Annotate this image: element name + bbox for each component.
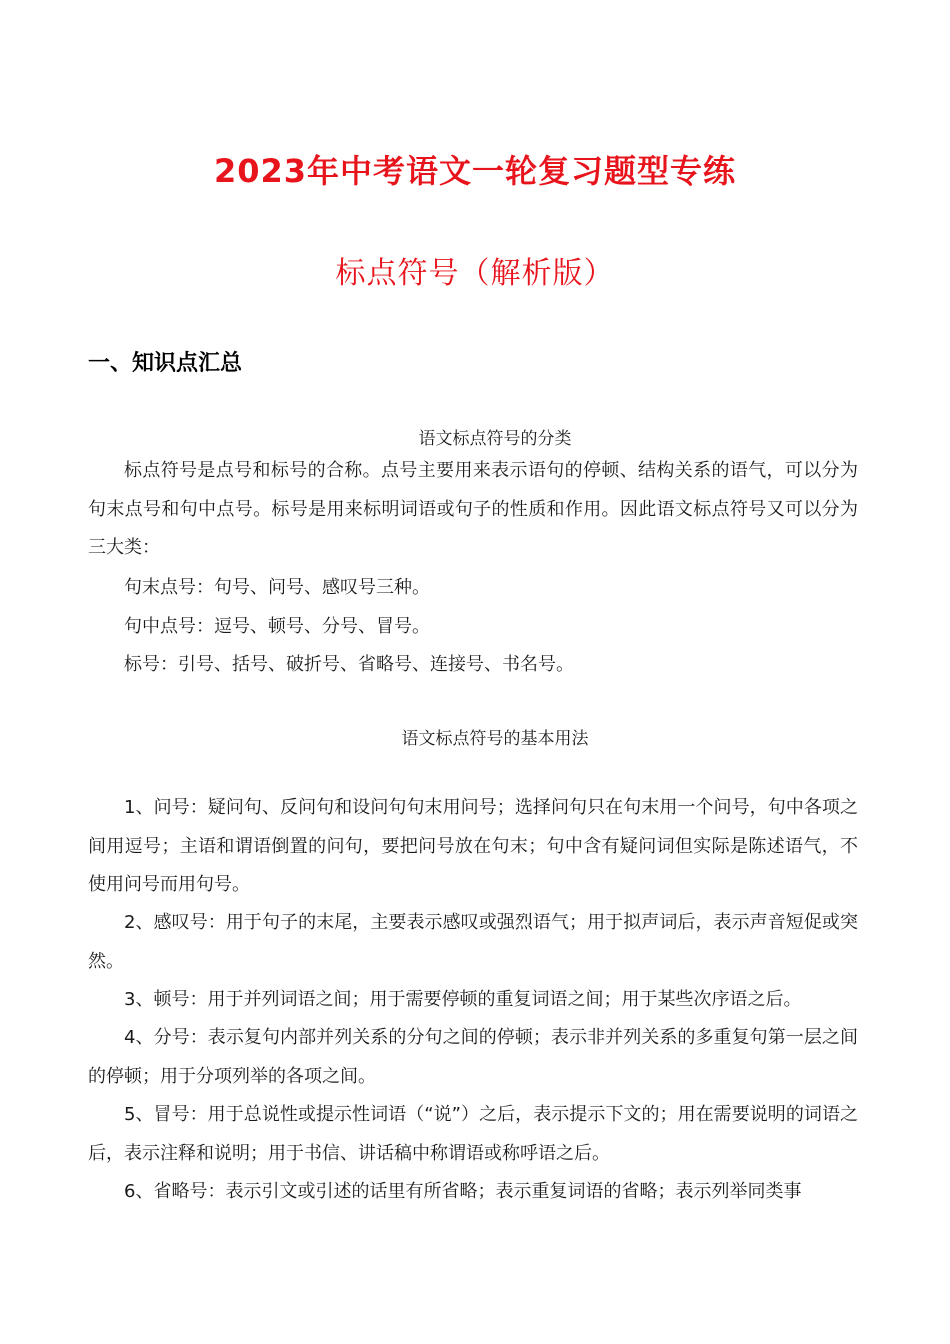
- intro-paragraph: 标点符号是点号和标号的合称。点号主要用来表示语句的停顿、结构关系的语气，可以分为句末点号和句中点号。标号是用来标明词语或句子的性质和作用。因此语文标点符号又可以分为三大类：: [88, 460, 858, 558]
- category-line: 标号：引号、括号、破折号、省略号、连接号、书名号。: [124, 654, 574, 675]
- classification-heading: 语文标点符号的分类: [418, 429, 572, 449]
- category-line: 句末点号：句号、问号、感叹号三种。: [124, 577, 430, 598]
- usage-heading: 语文标点符号的基本用法: [401, 729, 589, 749]
- usage-item: 3、顿号：用于并列词语之间；用于需要停顿的重复词语之间；用于某些次序语之后。: [124, 989, 802, 1010]
- document-subtitle: 标点符号（解析版）: [335, 256, 615, 291]
- category-line: 句中点号：逗号、顿号、分号、冒号。: [124, 616, 430, 637]
- usage-item: 6、省略号：表示引文或引述的话里有所省略；表示重复词语的省略；表示列举同类事: [124, 1181, 802, 1202]
- usage-item: 1、问号：疑问句、反问句和设问句句末用问号；选择问句只在句末用一个问号，句中各项之间用逗号；主语和谓语倒置的问句，要把问号放在句末；句中含有疑问词但实际是陈述语气，不使用问号而用句号。: [88, 797, 858, 895]
- usage-item: 2、感叹号：用于句子的末尾，主要表示感叹或强烈语气；用于拟声词后，表示声音短促或突然。: [88, 912, 858, 972]
- document-title: 2023年中考语文一轮复习题型专练: [213, 152, 737, 190]
- usage-item: 4、分号：表示复句内部并列关系的分句之间的停顿；表示非并列关系的多重复句第一层之间的停顿；用于分项列举的各项之间。: [88, 1027, 858, 1087]
- section-heading: 一、知识点汇总: [88, 351, 243, 376]
- usage-item: 5、冒号：用于总说性或提示性词语（“说”）之后，表示提示下文的；用在需要说明的词语之后，表示注释和说明；用于书信、讲话稿中称谓语或称呼语之后。: [88, 1104, 858, 1164]
